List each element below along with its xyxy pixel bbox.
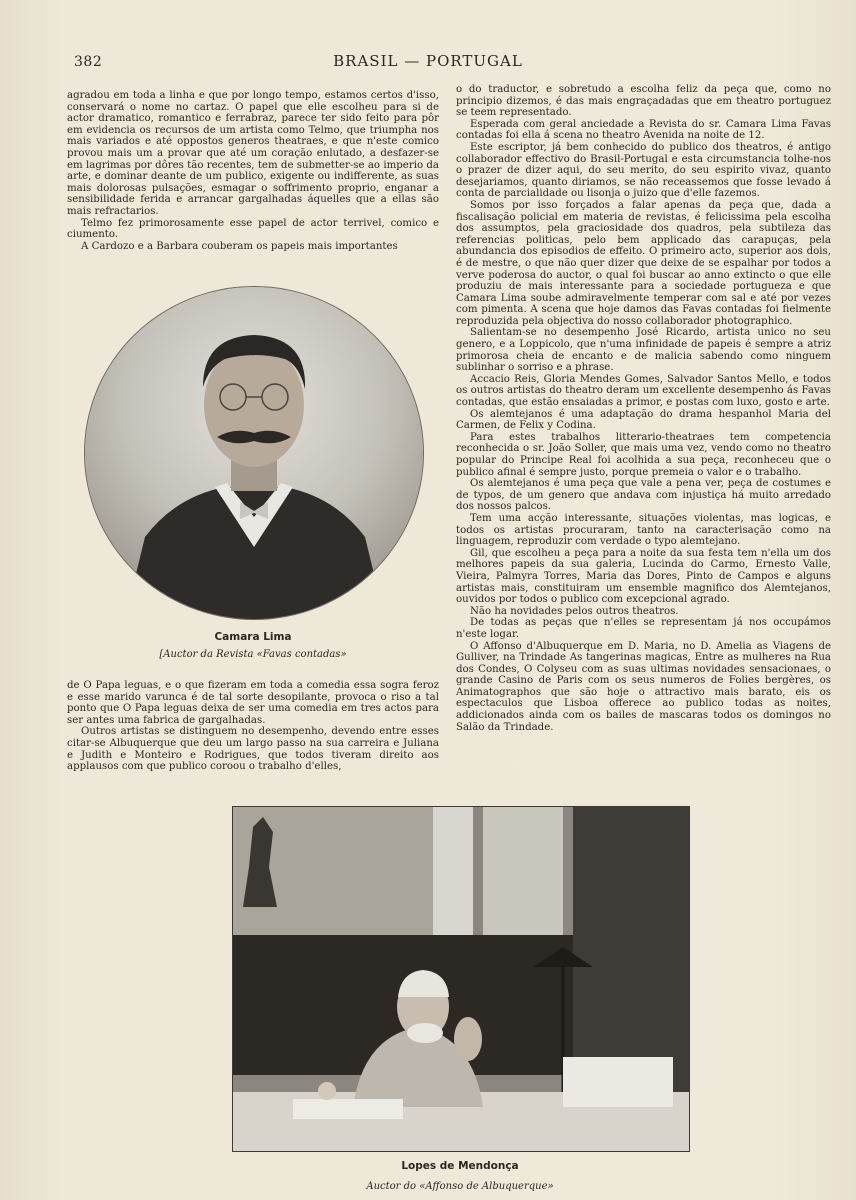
paragraph: Outros artistas se distinguem no desempenho, devendo entre esses citar-se Albuquerque que deu um largo passo na sua carreira e Juliana e Judith e Monteiro e Rodrigues, que todos tiveram direito aos applausos com que publico coroou o trabalho d'elles, xyxy=(67,726,439,773)
paragraph: Os alemtejanos é uma adaptação do drama hespanhol Maria del Carmen, de Felix y Codina. xyxy=(456,408,831,432)
photo-illustration xyxy=(233,807,689,1151)
paragraph: Para estes trabalhos litterario-theatraes tem competencia reconhecida o sr. João Soller, que mais uma vez, vendo como no theatro popular do Principe Real foi acolhida a sua peça, reconheceu que o publico afinal é sempre justo, porque premeia o valor e o trabalho. xyxy=(456,431,831,478)
paragraph: Salientam-se no desempenho José Ricardo, artista unico no seu genero, e a Loppicolo, que n'uma infinidade de papeis é sempre a atriz primorosa cheia de encanto e de malicia sabendo como ninguem sublinhar o sorriso e a phrase. xyxy=(456,327,831,374)
paragraph: Accacio Reis, Gloria Mendes Gomes, Salvador Santos Mello, e todos os outros artistas do theatro deram um excellente desempenho ás Favas contadas, que estão ensaiadas a primor, e postas com luxo, gosto e arte. xyxy=(456,373,831,409)
portrait-illustration xyxy=(85,287,423,619)
paragraph: o do traductor, e sobretudo a escolha feliz da peça que, como no principio dizemos, é das mais engraçadadas que em theatro portuguez se teem representado. xyxy=(456,84,831,119)
paragraph: Tem uma acção interessante, situações violentas, mas logicas, e todos os artistas procuraram, tanto na caracterisação como na linguagem, reproduzir com verdade o typo alemtejano. xyxy=(456,512,831,548)
paragraph: de O Papa leguas, e o que fizeram em toda a comedia essa sogra feroz e esse marido varunca é de tal sorte desopilante, provoca o riso a tal ponto que O Papa leguas deixa de ser uma comedia em tres actos para ser antes uma fabrica de gargalhadas. xyxy=(67,680,439,726)
page-number: 382 xyxy=(74,54,103,70)
paragraph: Este escriptor, já bem conhecido do publico dos theatros, é antigo collaborador effectivo do Brasil-Portugal e esta circumstancia tolhe-nos o prazer de dizer aqui, do seu merito, do seu espirito vivaz, quanto desejariamos, quanto diriamos, se não receassemos que fosse levado á conta de parcialidade ou lisonja o juizo que d'elle fazemos. xyxy=(456,141,831,200)
paragraph: Gil, que escolheu a peça para a noite da sua festa tem n'ella um dos melhores papeis da sua galeria, Lucinda do Carmo, Ernesto Valle, Vieira, Palmyra Torres, Maria das Dores, Pinto de Campos e alguns artistas mais, constituiram um ensemble magnifico dos Alemtejanos, ouvidos por todos o publico com excepcional agrado. xyxy=(456,547,831,606)
photo-caption-name: Lopes de Mendonça xyxy=(401,1160,519,1172)
left-column-bottom xyxy=(67,680,439,773)
portrait-caption-name: Camara Lima xyxy=(214,631,292,643)
paragraph: A Cardozo e a Barbara couberam os papeis mais importantes xyxy=(81,240,398,252)
paragraph: Telmo fez primorosamente esse papel de actor terrivel, comico e ciumento. xyxy=(67,217,439,241)
paragraph: O Affonso d'Albuquerque em D. Maria, no D. Amelia as Viagens de Gulliver, na Trindade As tangerinas magicas, Entre as mulheres na Rua dos Condes, O Colyseu com as suas ultimas novidades sensacionaes, o grande Casino de Paris com os seus numeros de Folies bergères, os Animatographos que são hoje o attractivo mais barato, eis os espectaculos que Lisboa offerece ao publico todas as noites, addicionados ainda com os bailes de mascaras todos os domingos no Salão da Trindade. xyxy=(456,640,831,733)
paragraph: De todas as peças que n'elles se representam já nos occupámos n'este logar. xyxy=(456,617,831,640)
left-column-top xyxy=(67,90,439,252)
right-column xyxy=(456,84,831,733)
paragraph: Os alemtejanos é uma peça que vale a pena ver, peça de costumes e de typos, de um genero que andava com injustiça há muito arredado dos nossos palcos. xyxy=(456,478,831,513)
running-title: BRASIL — PORTUGAL xyxy=(333,52,523,70)
paragraph: Somos por isso forçados a falar apenas da peça que, dada a fiscalisação policial em materia de revistas, é felicissima pela escolha dos assumptos, pela graciosidade dos quadros, pela subtileza das referencias politicas, pelo bem applicado das carapuças, pela abundancia dos episodios de effeito. O primeiro acto, superior aos dois, é de mestre, o que não quer dizer que deixe de se espalhar por todos a verve poderosa do auctor, o qual foi buscar ao anno extincto o que elle produziu de mais interessante para a sociedade portugueza e que Camara Lima soube admiravelmente temperar com sal e até por vezes com pimenta. A scena que hoje damos das Favas contadas foi fielmente reproduzida pela objectiva do nosso collaborador photographico. xyxy=(456,199,831,327)
paragraph: Esperada com geral anciedade a Revista do sr. Camara Lima Favas contadas foi ella á scena no theatro Avenida na noite de 12. xyxy=(456,118,831,142)
photo-lopes-de-mendonca xyxy=(232,806,690,1152)
portrait-caption-subtitle: [Auctor da Revista «Favas contadas» xyxy=(159,649,347,660)
paragraph: Não ha novidades pelos outros theatros. xyxy=(470,605,679,617)
paragraph: agradou em toda a linha e que por longo tempo, estamos certos d'isso, conservará o nome no cartaz. O papel que elle escolheu para si de actor dramatico, romantico e ferrabraz, parece ter sido feito para pôr em evidencia os recursos de um artista como Telmo, que triumpha nos mais variados e até oppostos generos theatraes, e que n'este comico provou mais um a provar que até um coração enlutado, a desfazer-se em lagrimas por dôres tão recentes, tem de submetter-se ao imperio da arte, e dominar deante de um publico, exigente ou indifferente, as suas mais dolorosas pulsações, esmagar o soffrimento proprio, enganar a sensibilidade ferida e arrancar gargalhadas áquelles que a ellas são mais refractarios. xyxy=(67,90,439,217)
portrait-camara-lima xyxy=(84,286,424,620)
photo-caption-subtitle: Auctor do «Affonso de Albuquerque» xyxy=(366,1181,554,1192)
